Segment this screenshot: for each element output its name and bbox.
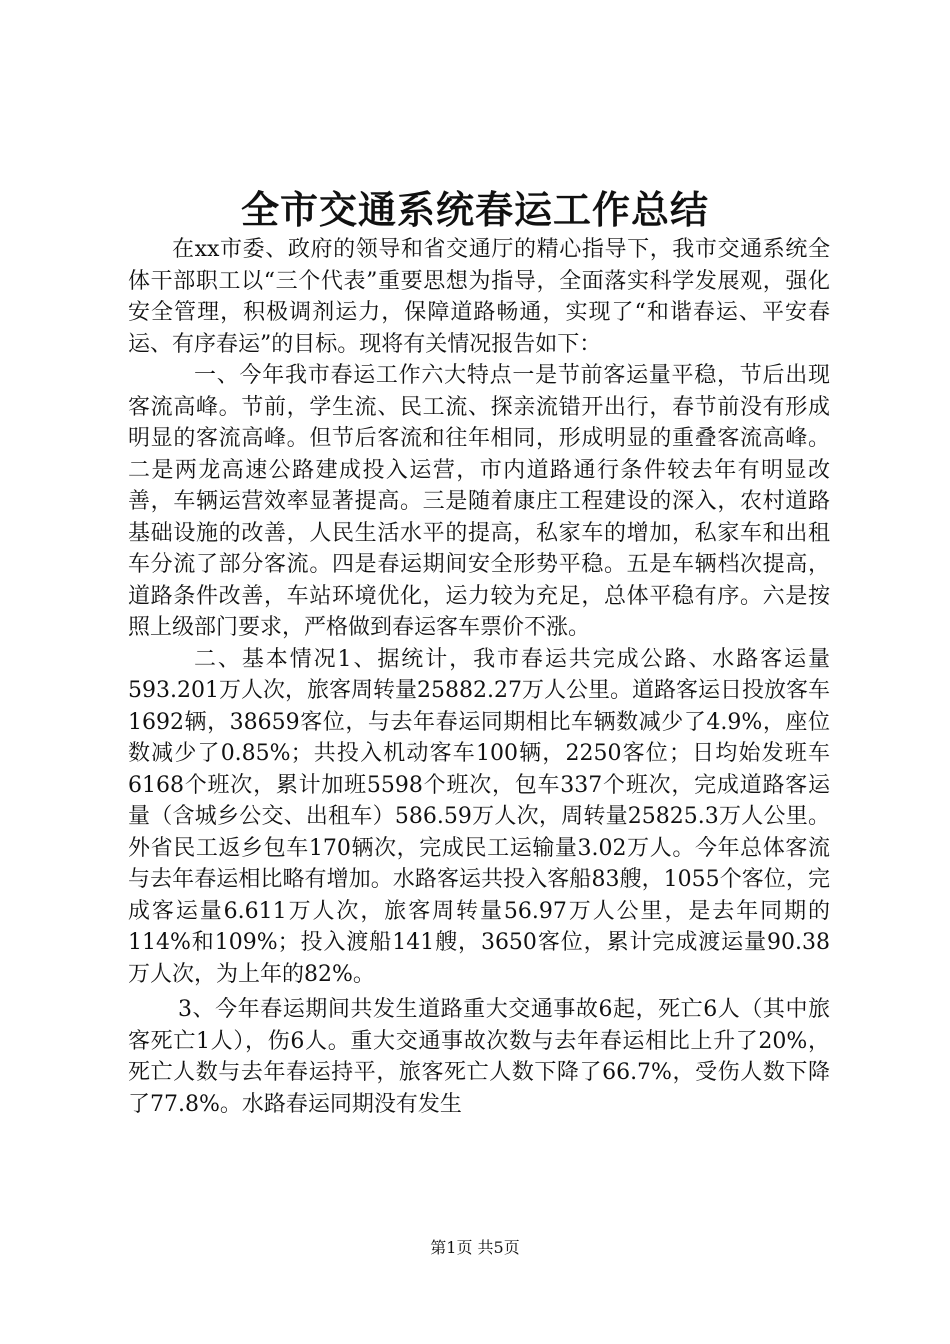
- paragraph-accidents: 3、今年春运期间共发生道路重大交通事故6起，死亡6人（其中旅客死亡1人），伤6人。重大交通事故次数与去年春运相比上升了20%，死亡人数与去年春运持平，旅客死亡人数下降了66.7%，受伤人数下降了77.8%。水路春运同期没有发生: [128, 997, 830, 1117]
- paragraph-basic-situation: 二、基本情况1、据统计，我市春运共完成公路、水路客运量593.201万人次，旅客周转量25882.27万人公里。道路客运日投放客车1692辆，38659客位，与去年春运同期相比车辆数减少了4.9%，座位数减少了0.85%；共投入机动客车100辆，2250客位；日均始发班车6168个班次，累计加班5598个班次，包车337个班次，完成道路客运量（含城乡公交、出租车）586.59万人次，周转量25825.3万人公里。外省民工返乡包车170辆次，完成民工运输量3.02万人。今年总体客流与去年春运相比略有增加。水路客运共投入客船83艘，1055个客位，完成客运量6.611万人次，旅客周转量56.97万人公里，是去年同期的114%和109%；投入渡船141艘，3650客位，累计完成渡运量90.38万人次，为上年的82%。: [128, 646, 830, 987]
- document-body: [128, 234, 830, 1120]
- document-title: 全市交通系统春运工作总结: [240, 187, 709, 232]
- paragraph-features: 一、今年我市春运工作六大特点一是节前客运量平稳，节后出现客流高峰。节前，学生流、民工流、探亲流错开出行，春节前没有形成明显的客流高峰。但节后客流和往年相同，形成明显的重叠客流高峰。二是两龙高速公路建成投入运营，市内道路通行条件较去年有明显改善，车辆运营效率显著提高。三是随着康庄工程建设的深入，农村道路基础设施的改善，人民生活水平的提高，私家车的增加，私家车和出租车分流了部分客流。四是春运期间安全形势平稳。五是车辆档次提高，道路条件改善，车站环境优化，运力较为充足，总体平稳有序。六是按照上级部门要求，严格做到春运客车票价不涨。: [128, 363, 830, 640]
- page-footer: 第1页 共5页: [430, 1238, 520, 1257]
- paragraph-intro: 在xx市委、政府的领导和省交通厅的精心指导下，我市交通系统全体干部职工以“三个代表”重要思想为指导，全面落实科学发展观，强化安全管理，积极调剂运力，保障道路畅通，实现了“和谐春运、平安春运、有序春运”的目标。现将有关情况报告如下：: [128, 237, 830, 357]
